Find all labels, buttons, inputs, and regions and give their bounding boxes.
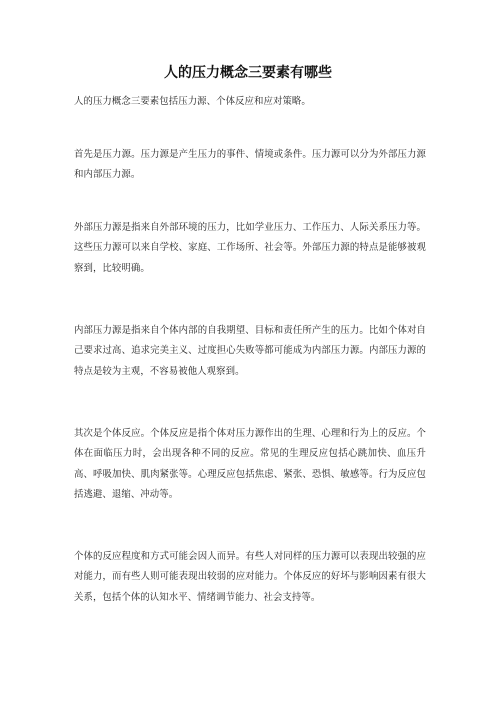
- paragraph-individual-response: 其次是个体反应。个体反应是指个体对压力源作出的生理、心理和行为上的反应。个体在面临压力时，会出现各种不同的反应。常见的生理反应包括心跳加快、血压升高、呼吸加快、肌肉紧张等。心理反应包括焦虑、紧张、恐惧、敏感等。行为反应包括逃避、退缩、冲动等。: [74, 428, 426, 500]
- paragraph-response-variation: 个体的反应程度和方式可能会因人而异。有些人对同样的压力源可以表现出较强的应对能力，而有些人则可能表现出较弱的应对能力。个体反应的好坏与影响因素有很大关系，包括个体的认知水平、情绪调节能力、社会支持等。: [74, 551, 426, 603]
- document-title: 人的压力概念三要素有哪些: [164, 65, 332, 81]
- paragraph-stressor: 首先是压力源。压力源是产生压力的事件、情境或条件。压力源可以分为外部压力源和内部压力源。: [74, 149, 426, 181]
- paragraph-intro: 人的压力概念三要素包括压力源、个体反应和应对策略。: [74, 96, 311, 107]
- paragraph-external-stressor: 外部压力源是指来自外部环境的压力，比如学业压力、工作压力、人际关系压力等。这些压力源可以来自学校、家庭、工作场所、社会等。外部压力源的特点是能够被观察到，比较明确。: [74, 222, 426, 274]
- paragraph-internal-stressor: 内部压力源是指来自个体内部的自我期望、目标和责任所产生的压力。比如个体对自己要求过高、追求完美主义、过度担心失败等都可能成为内部压力源。内部压力源的特点是较为主观，不容易被他人观察到。: [74, 325, 426, 377]
